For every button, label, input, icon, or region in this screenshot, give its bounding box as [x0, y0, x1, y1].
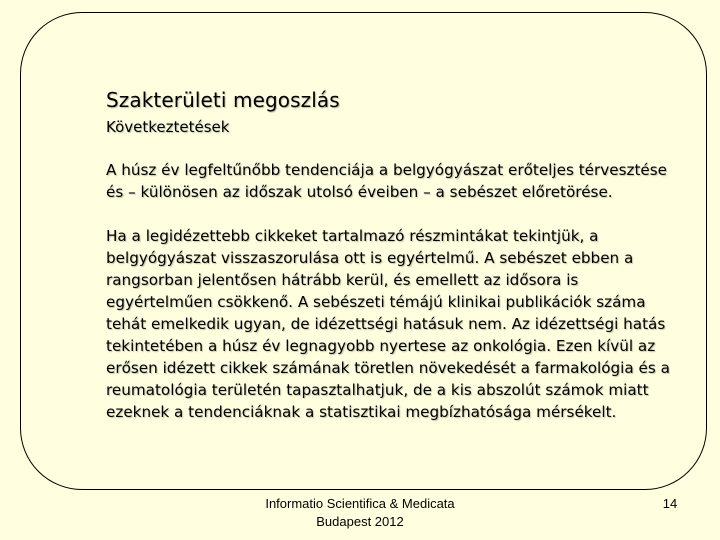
page-number: 14: [662, 496, 678, 511]
footer-text: [235, 495, 485, 531]
slide-title: Szakterületi megoszlás: [106, 88, 340, 112]
body-paragraph-1: A húsz év legfeltűnőbb tendenciája a belgyógyászat erőteljes térvesztése és – különösen az időszak utolsó éveiben – a sebészet előretörése.: [106, 161, 668, 201]
footer-line-2: Budapest 2012: [316, 514, 404, 529]
slide-subtitle: Következtetések: [106, 118, 230, 136]
body-paragraph-2: Ha a legidézettebb cikkeket tartalmazó részmintákat tekintjük, a belgyógyászat visszaszorulása ott is egyértelmű. A sebészet ebben a rangsorban jelentősen hátrább kerül, és emellett az idősora is egyértelműen csökkenő. A sebészeti témájú klinikai publikációk száma tehát emelkedik ugyan, de idézettségi hatásuk nem. Az idézettségi hatás tekintetében a húsz év legnagyobb nyertese az onkológia. Ezen kívül az erősen idézett cikkek számának töretlen növekedését a farmakológia és a reumatológia területén tapasztalhatjuk, de a kis abszolút számok miatt ezeknek a tendenciáknak a statisztikai megbízhatósága mérsékelt.: [106, 227, 670, 421]
footer-line-1: Informatio Scientifica & Medicata: [265, 496, 455, 511]
